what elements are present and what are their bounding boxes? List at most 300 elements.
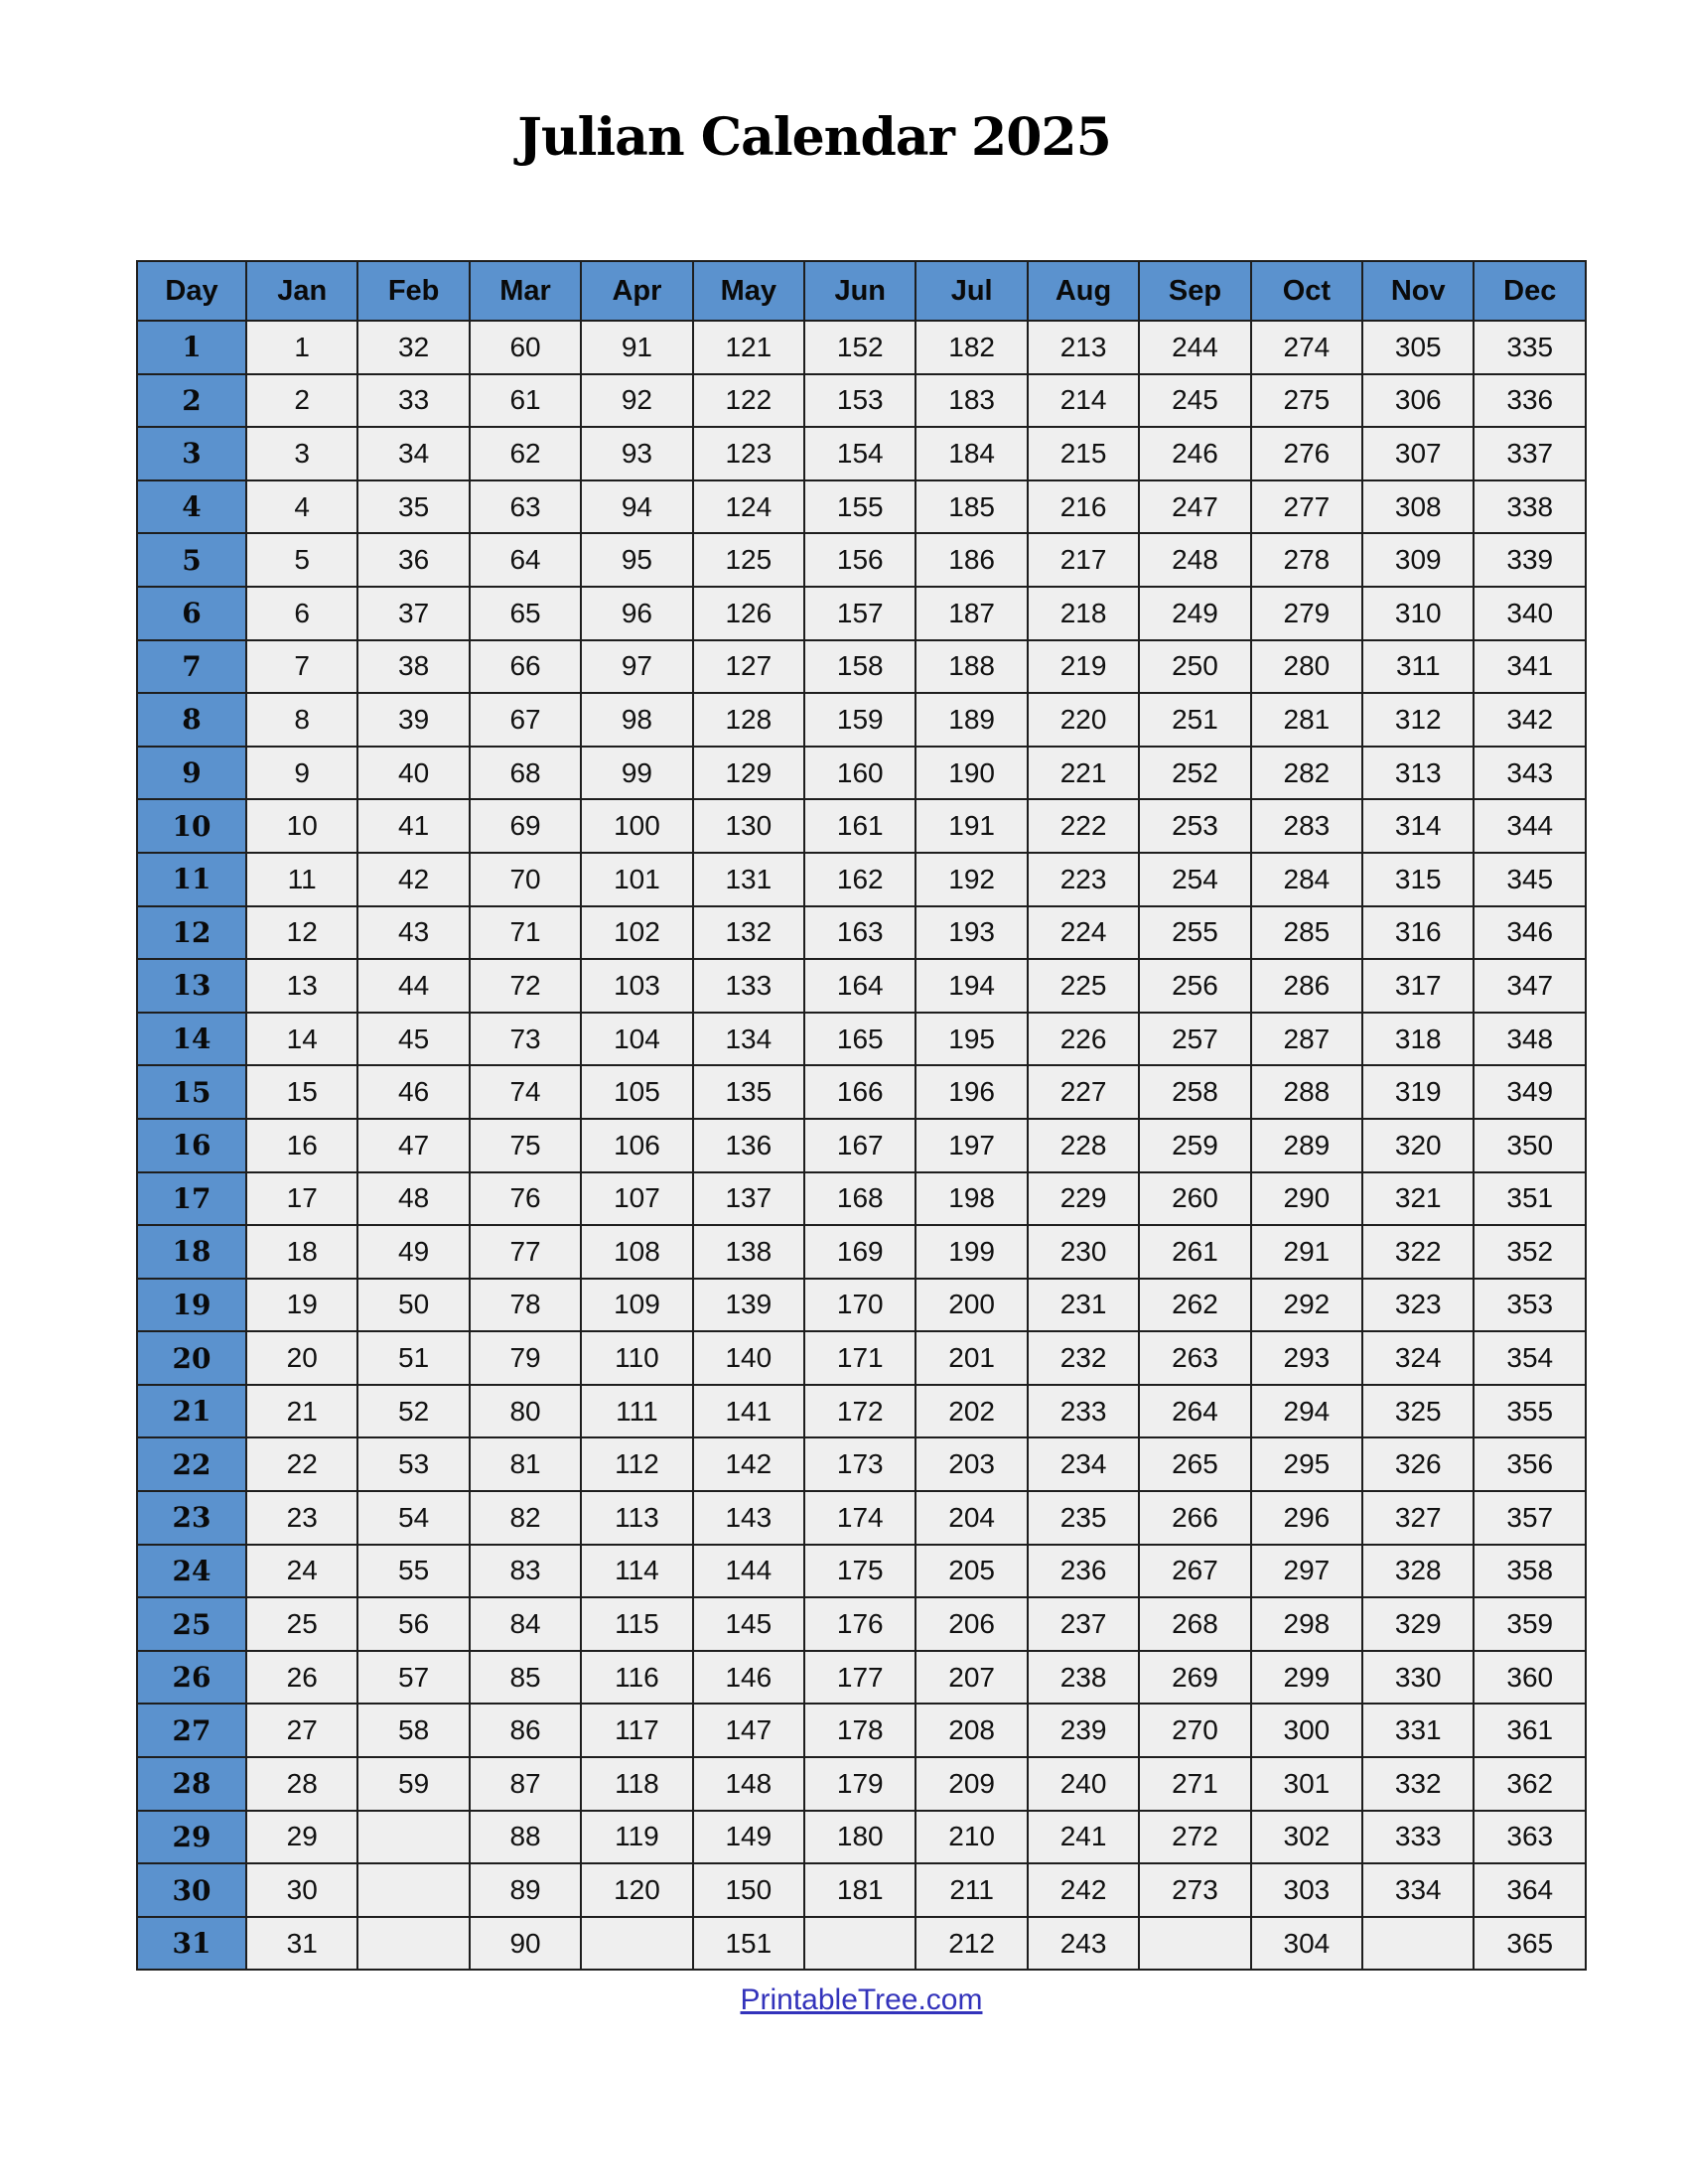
julian-day-cell: 194 <box>915 959 1027 1013</box>
julian-day-cell: 109 <box>581 1279 692 1332</box>
table-row <box>137 959 1586 1013</box>
julian-day-cell: 325 <box>1362 1385 1474 1438</box>
day-number: 8 <box>137 693 246 747</box>
julian-day-cell: 317 <box>1362 959 1474 1013</box>
footer <box>136 1983 1587 2017</box>
julian-day-cell: 48 <box>357 1172 469 1226</box>
julian-day-cell: 167 <box>804 1119 915 1172</box>
julian-day-cell: 330 <box>1362 1651 1474 1705</box>
month-header-nov: Nov <box>1362 261 1474 321</box>
month-header-aug: Aug <box>1028 261 1139 321</box>
julian-day-cell: 322 <box>1362 1225 1474 1279</box>
julian-day-cell: 87 <box>470 1757 581 1811</box>
julian-day-cell: 5 <box>246 533 357 587</box>
julian-day-cell: 245 <box>1139 374 1250 428</box>
julian-day-cell: 190 <box>915 747 1027 800</box>
julian-day-cell: 328 <box>1362 1545 1474 1598</box>
julian-day-cell: 63 <box>470 480 581 534</box>
julian-day-cell: 300 <box>1251 1704 1362 1757</box>
day-number: 25 <box>137 1597 246 1651</box>
julian-day-cell: 344 <box>1474 799 1586 853</box>
julian-day-cell: 252 <box>1139 747 1250 800</box>
julian-day-cell: 197 <box>915 1119 1027 1172</box>
julian-day-cell: 3 <box>246 427 357 480</box>
julian-day-cell: 80 <box>470 1385 581 1438</box>
julian-day-cell: 4 <box>246 480 357 534</box>
julian-day-cell: 310 <box>1362 587 1474 640</box>
julian-day-cell: 209 <box>915 1757 1027 1811</box>
julian-day-cell: 85 <box>470 1651 581 1705</box>
julian-day-cell: 148 <box>693 1757 804 1811</box>
header-row <box>137 261 1586 321</box>
julian-day-cell: 121 <box>693 321 804 374</box>
julian-day-cell: 345 <box>1474 853 1586 906</box>
julian-day-cell: 33 <box>357 374 469 428</box>
julian-day-cell: 86 <box>470 1704 581 1757</box>
julian-day-cell: 125 <box>693 533 804 587</box>
julian-day-cell: 269 <box>1139 1651 1250 1705</box>
julian-day-cell: 242 <box>1028 1863 1139 1917</box>
julian-day-cell: 22 <box>246 1437 357 1491</box>
julian-day-cell: 363 <box>1474 1811 1586 1864</box>
julian-day-cell: 157 <box>804 587 915 640</box>
julian-day-cell: 150 <box>693 1863 804 1917</box>
julian-day-cell: 235 <box>1028 1491 1139 1545</box>
table-row <box>137 427 1586 480</box>
julian-day-cell: 221 <box>1028 747 1139 800</box>
month-header-feb: Feb <box>357 261 469 321</box>
day-number: 6 <box>137 587 246 640</box>
julian-day-cell: 306 <box>1362 374 1474 428</box>
page-title: Julian Calendar 2025 <box>517 107 1111 168</box>
julian-day-cell: 227 <box>1028 1065 1139 1119</box>
julian-day-cell: 170 <box>804 1279 915 1332</box>
julian-day-cell: 155 <box>804 480 915 534</box>
julian-day-cell: 247 <box>1139 480 1250 534</box>
julian-day-cell: 181 <box>804 1863 915 1917</box>
day-number: 12 <box>137 906 246 960</box>
julian-day-cell: 276 <box>1251 427 1362 480</box>
julian-day-cell: 169 <box>804 1225 915 1279</box>
julian-day-cell: 14 <box>246 1013 357 1066</box>
julian-day-cell: 230 <box>1028 1225 1139 1279</box>
julian-day-cell: 28 <box>246 1757 357 1811</box>
julian-day-cell: 6 <box>246 587 357 640</box>
julian-day-cell: 189 <box>915 693 1027 747</box>
julian-day-cell: 238 <box>1028 1651 1139 1705</box>
julian-day-cell: 188 <box>915 640 1027 694</box>
julian-day-cell: 250 <box>1139 640 1250 694</box>
julian-day-cell: 171 <box>804 1331 915 1385</box>
day-number: 11 <box>137 853 246 906</box>
day-number: 26 <box>137 1651 246 1705</box>
julian-day-cell: 338 <box>1474 480 1586 534</box>
julian-day-cell: 279 <box>1251 587 1362 640</box>
julian-day-cell: 95 <box>581 533 692 587</box>
day-number: 22 <box>137 1437 246 1491</box>
day-number: 27 <box>137 1704 246 1757</box>
table-row <box>137 1545 1586 1598</box>
julian-day-cell: 31 <box>246 1917 357 1971</box>
julian-day-cell: 108 <box>581 1225 692 1279</box>
table-row <box>137 1917 1586 1971</box>
julian-day-cell: 201 <box>915 1331 1027 1385</box>
julian-day-cell: 42 <box>357 853 469 906</box>
julian-day-cell: 208 <box>915 1704 1027 1757</box>
julian-day-cell: 323 <box>1362 1279 1474 1332</box>
julian-day-cell: 184 <box>915 427 1027 480</box>
julian-day-cell: 21 <box>246 1385 357 1438</box>
julian-day-cell: 135 <box>693 1065 804 1119</box>
julian-day-cell: 41 <box>357 799 469 853</box>
julian-day-cell: 334 <box>1362 1863 1474 1917</box>
julian-day-cell: 144 <box>693 1545 804 1598</box>
julian-day-cell: 138 <box>693 1225 804 1279</box>
julian-day-cell: 68 <box>470 747 581 800</box>
julian-day-cell: 195 <box>915 1013 1027 1066</box>
day-number: 5 <box>137 533 246 587</box>
julian-day-cell: 360 <box>1474 1651 1586 1705</box>
julian-day-cell: 272 <box>1139 1811 1250 1864</box>
julian-day-cell: 12 <box>246 906 357 960</box>
julian-day-cell: 96 <box>581 587 692 640</box>
julian-day-cell: 257 <box>1139 1013 1250 1066</box>
julian-day-cell: 311 <box>1362 640 1474 694</box>
julian-day-cell: 319 <box>1362 1065 1474 1119</box>
julian-day-cell: 299 <box>1251 1651 1362 1705</box>
julian-day-cell: 56 <box>357 1597 469 1651</box>
julian-day-cell: 116 <box>581 1651 692 1705</box>
julian-day-cell: 296 <box>1251 1491 1362 1545</box>
julian-day-cell: 99 <box>581 747 692 800</box>
day-number: 17 <box>137 1172 246 1226</box>
julian-day-cell: 82 <box>470 1491 581 1545</box>
julian-day-cell: 307 <box>1362 427 1474 480</box>
month-header-jul: Jul <box>915 261 1027 321</box>
julian-day-cell: 249 <box>1139 587 1250 640</box>
julian-day-cell: 38 <box>357 640 469 694</box>
julian-day-cell: 91 <box>581 321 692 374</box>
julian-day-cell: 246 <box>1139 427 1250 480</box>
julian-day-cell: 233 <box>1028 1385 1139 1438</box>
day-number: 3 <box>137 427 246 480</box>
julian-day-cell: 25 <box>246 1597 357 1651</box>
julian-day-cell <box>804 1917 915 1971</box>
julian-day-cell: 274 <box>1251 321 1362 374</box>
julian-day-cell: 151 <box>693 1917 804 1971</box>
julian-day-cell: 215 <box>1028 427 1139 480</box>
month-header-dec: Dec <box>1474 261 1586 321</box>
julian-day-cell: 332 <box>1362 1757 1474 1811</box>
julian-day-cell: 117 <box>581 1704 692 1757</box>
julian-day-cell: 7 <box>246 640 357 694</box>
day-number: 29 <box>137 1811 246 1864</box>
table-header <box>137 261 1586 321</box>
julian-day-cell: 23 <box>246 1491 357 1545</box>
julian-day-cell: 273 <box>1139 1863 1250 1917</box>
table-row <box>137 1597 1586 1651</box>
julian-day-cell: 140 <box>693 1331 804 1385</box>
day-number: 13 <box>137 959 246 1013</box>
table-row <box>137 587 1586 640</box>
julian-day-cell: 254 <box>1139 853 1250 906</box>
julian-day-cell: 259 <box>1139 1119 1250 1172</box>
julian-day-cell: 228 <box>1028 1119 1139 1172</box>
julian-day-cell: 71 <box>470 906 581 960</box>
julian-day-cell: 45 <box>357 1013 469 1066</box>
julian-day-cell: 84 <box>470 1597 581 1651</box>
table-row <box>137 480 1586 534</box>
julian-day-cell: 305 <box>1362 321 1474 374</box>
julian-day-cell: 268 <box>1139 1597 1250 1651</box>
julian-day-cell: 47 <box>357 1119 469 1172</box>
julian-day-cell: 203 <box>915 1437 1027 1491</box>
day-number: 9 <box>137 747 246 800</box>
julian-day-cell: 216 <box>1028 480 1139 534</box>
month-header-mar: Mar <box>470 261 581 321</box>
julian-day-cell: 97 <box>581 640 692 694</box>
julian-day-cell: 353 <box>1474 1279 1586 1332</box>
julian-day-cell: 277 <box>1251 480 1362 534</box>
julian-day-cell: 220 <box>1028 693 1139 747</box>
julian-day-cell: 136 <box>693 1119 804 1172</box>
julian-calendar-table <box>136 260 1587 1971</box>
julian-day-cell: 359 <box>1474 1597 1586 1651</box>
julian-day-cell: 263 <box>1139 1331 1250 1385</box>
julian-day-cell: 212 <box>915 1917 1027 1971</box>
julian-day-cell: 146 <box>693 1651 804 1705</box>
julian-day-cell: 222 <box>1028 799 1139 853</box>
julian-day-cell: 36 <box>357 533 469 587</box>
julian-day-cell: 225 <box>1028 959 1139 1013</box>
julian-day-cell <box>357 1917 469 1971</box>
table-row <box>137 1225 1586 1279</box>
julian-day-cell <box>357 1811 469 1864</box>
julian-day-cell: 93 <box>581 427 692 480</box>
julian-day-cell: 120 <box>581 1863 692 1917</box>
julian-day-cell: 77 <box>470 1225 581 1279</box>
day-number: 31 <box>137 1917 246 1971</box>
julian-day-cell <box>581 1917 692 1971</box>
julian-day-cell: 339 <box>1474 533 1586 587</box>
table-row <box>137 1331 1586 1385</box>
julian-day-cell: 114 <box>581 1545 692 1598</box>
julian-day-cell: 51 <box>357 1331 469 1385</box>
julian-day-cell: 39 <box>357 693 469 747</box>
table-row <box>137 1704 1586 1757</box>
julian-day-cell: 288 <box>1251 1065 1362 1119</box>
julian-day-cell: 333 <box>1362 1811 1474 1864</box>
julian-day-cell: 162 <box>804 853 915 906</box>
day-number: 7 <box>137 640 246 694</box>
julian-day-cell: 218 <box>1028 587 1139 640</box>
table-row <box>137 853 1586 906</box>
julian-day-cell: 231 <box>1028 1279 1139 1332</box>
month-header-jan: Jan <box>246 261 357 321</box>
julian-day-cell: 177 <box>804 1651 915 1705</box>
julian-day-cell: 351 <box>1474 1172 1586 1226</box>
julian-day-cell: 284 <box>1251 853 1362 906</box>
julian-day-cell: 79 <box>470 1331 581 1385</box>
julian-day-cell: 223 <box>1028 853 1139 906</box>
julian-day-cell: 58 <box>357 1704 469 1757</box>
julian-day-cell: 182 <box>915 321 1027 374</box>
julian-day-cell: 316 <box>1362 906 1474 960</box>
julian-day-cell: 364 <box>1474 1863 1586 1917</box>
julian-day-cell: 127 <box>693 640 804 694</box>
julian-day-cell: 158 <box>804 640 915 694</box>
julian-day-cell: 275 <box>1251 374 1362 428</box>
julian-day-cell: 324 <box>1362 1331 1474 1385</box>
day-number: 1 <box>137 321 246 374</box>
table-row <box>137 906 1586 960</box>
table-row <box>137 1811 1586 1864</box>
julian-day-cell: 123 <box>693 427 804 480</box>
julian-day-cell: 291 <box>1251 1225 1362 1279</box>
julian-day-cell: 217 <box>1028 533 1139 587</box>
julian-day-cell: 264 <box>1139 1385 1250 1438</box>
julian-day-cell: 343 <box>1474 747 1586 800</box>
julian-day-cell: 105 <box>581 1065 692 1119</box>
julian-day-cell: 107 <box>581 1172 692 1226</box>
julian-day-cell: 8 <box>246 693 357 747</box>
julian-day-cell: 192 <box>915 853 1027 906</box>
julian-day-cell: 70 <box>470 853 581 906</box>
julian-day-cell: 149 <box>693 1811 804 1864</box>
julian-day-cell: 198 <box>915 1172 1027 1226</box>
julian-day-cell: 191 <box>915 799 1027 853</box>
julian-day-cell: 278 <box>1251 533 1362 587</box>
julian-day-cell: 348 <box>1474 1013 1586 1066</box>
julian-day-cell: 211 <box>915 1863 1027 1917</box>
julian-day-cell: 164 <box>804 959 915 1013</box>
julian-day-cell: 241 <box>1028 1811 1139 1864</box>
julian-day-cell: 40 <box>357 747 469 800</box>
julian-day-cell: 69 <box>470 799 581 853</box>
day-number: 23 <box>137 1491 246 1545</box>
julian-day-cell: 294 <box>1251 1385 1362 1438</box>
julian-day-cell: 24 <box>246 1545 357 1598</box>
julian-day-cell: 2 <box>246 374 357 428</box>
day-number: 15 <box>137 1065 246 1119</box>
julian-day-cell: 147 <box>693 1704 804 1757</box>
day-number: 18 <box>137 1225 246 1279</box>
julian-day-cell: 15 <box>246 1065 357 1119</box>
julian-day-cell: 214 <box>1028 374 1139 428</box>
julian-day-cell: 44 <box>357 959 469 1013</box>
julian-day-cell: 362 <box>1474 1757 1586 1811</box>
julian-day-cell: 174 <box>804 1491 915 1545</box>
julian-day-cell: 11 <box>246 853 357 906</box>
julian-day-cell <box>357 1863 469 1917</box>
table-row <box>137 1119 1586 1172</box>
julian-day-cell: 35 <box>357 480 469 534</box>
julian-day-cell: 103 <box>581 959 692 1013</box>
printabletree-link[interactable]: PrintableTree.com <box>740 1983 983 2016</box>
julian-day-cell: 357 <box>1474 1491 1586 1545</box>
julian-day-cell: 34 <box>357 427 469 480</box>
table-body <box>137 321 1586 1970</box>
julian-day-cell: 239 <box>1028 1704 1139 1757</box>
julian-day-cell: 285 <box>1251 906 1362 960</box>
julian-day-cell: 286 <box>1251 959 1362 1013</box>
julian-day-cell: 224 <box>1028 906 1139 960</box>
julian-day-cell: 126 <box>693 587 804 640</box>
day-number: 4 <box>137 480 246 534</box>
julian-day-cell: 90 <box>470 1917 581 1971</box>
julian-day-cell: 178 <box>804 1704 915 1757</box>
julian-day-cell: 354 <box>1474 1331 1586 1385</box>
julian-day-cell: 329 <box>1362 1597 1474 1651</box>
julian-day-cell: 139 <box>693 1279 804 1332</box>
table-row <box>137 1437 1586 1491</box>
julian-day-cell: 185 <box>915 480 1027 534</box>
julian-day-cell: 356 <box>1474 1437 1586 1491</box>
julian-day-cell: 92 <box>581 374 692 428</box>
julian-day-cell: 78 <box>470 1279 581 1332</box>
julian-day-cell: 53 <box>357 1437 469 1491</box>
julian-day-cell: 219 <box>1028 640 1139 694</box>
julian-day-cell: 298 <box>1251 1597 1362 1651</box>
table-row <box>137 1013 1586 1066</box>
julian-day-cell: 59 <box>357 1757 469 1811</box>
julian-day-cell: 83 <box>470 1545 581 1598</box>
julian-day-cell: 361 <box>1474 1704 1586 1757</box>
julian-day-cell: 163 <box>804 906 915 960</box>
table-row <box>137 1863 1586 1917</box>
julian-day-cell: 183 <box>915 374 1027 428</box>
day-number: 28 <box>137 1757 246 1811</box>
julian-day-cell: 9 <box>246 747 357 800</box>
julian-day-cell: 262 <box>1139 1279 1250 1332</box>
julian-day-cell: 156 <box>804 533 915 587</box>
julian-day-cell: 226 <box>1028 1013 1139 1066</box>
julian-day-cell: 73 <box>470 1013 581 1066</box>
julian-day-cell: 20 <box>246 1331 357 1385</box>
julian-day-cell: 256 <box>1139 959 1250 1013</box>
julian-day-cell: 175 <box>804 1545 915 1598</box>
julian-day-cell: 10 <box>246 799 357 853</box>
julian-day-cell: 297 <box>1251 1545 1362 1598</box>
julian-day-cell: 258 <box>1139 1065 1250 1119</box>
julian-day-cell: 331 <box>1362 1704 1474 1757</box>
day-number: 16 <box>137 1119 246 1172</box>
julian-day-cell: 101 <box>581 853 692 906</box>
julian-day-cell: 355 <box>1474 1385 1586 1438</box>
julian-day-cell: 66 <box>470 640 581 694</box>
julian-day-cell: 106 <box>581 1119 692 1172</box>
julian-day-cell: 128 <box>693 693 804 747</box>
julian-day-cell: 18 <box>246 1225 357 1279</box>
julian-day-cell: 143 <box>693 1491 804 1545</box>
julian-day-cell: 13 <box>246 959 357 1013</box>
julian-day-cell: 265 <box>1139 1437 1250 1491</box>
julian-day-cell: 145 <box>693 1597 804 1651</box>
julian-day-cell: 290 <box>1251 1172 1362 1226</box>
julian-day-cell: 318 <box>1362 1013 1474 1066</box>
julian-day-cell: 240 <box>1028 1757 1139 1811</box>
julian-day-cell <box>1139 1917 1250 1971</box>
julian-day-cell: 302 <box>1251 1811 1362 1864</box>
month-header-apr: Apr <box>581 261 692 321</box>
julian-day-cell: 295 <box>1251 1437 1362 1491</box>
julian-day-cell: 46 <box>357 1065 469 1119</box>
table-row <box>137 640 1586 694</box>
julian-day-cell: 43 <box>357 906 469 960</box>
julian-day-cell: 119 <box>581 1811 692 1864</box>
julian-day-cell: 166 <box>804 1065 915 1119</box>
julian-day-cell: 130 <box>693 799 804 853</box>
